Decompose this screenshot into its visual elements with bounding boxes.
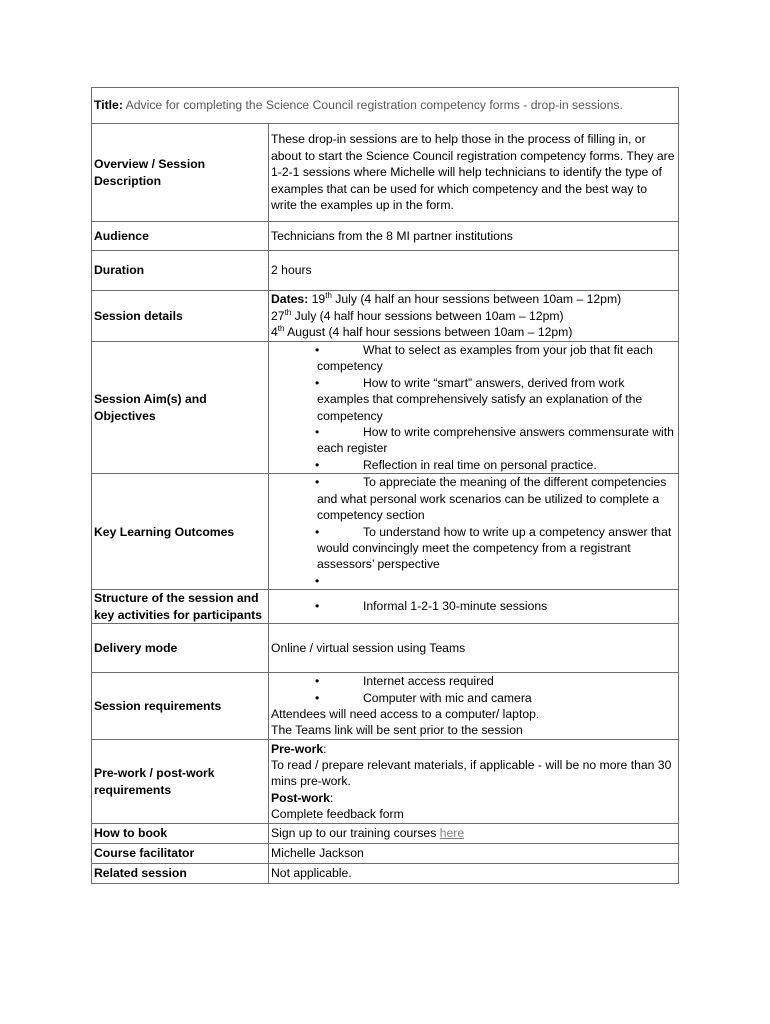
postwork-heading: Post-work [271,790,330,805]
requirements-row [92,673,679,740]
date-line [271,324,676,340]
date-rest: August (4 half hour sessions between 10am – 12pm) [287,325,573,340]
dates-label: Dates: [271,292,309,307]
facilitator-row [92,844,679,864]
date-suffix: th [325,291,332,301]
date-day: 27 [271,308,285,323]
audience-text: Technicians from the 8 MI partner institutions [269,222,679,251]
requirements-line-2: The Teams link will be sent prior to the session [271,723,523,738]
structure-list-cell [269,590,679,624]
aims-list-cell [269,342,679,474]
book-row [92,824,679,844]
list-item [317,524,676,573]
list-item [317,457,676,473]
book-label: How to book [92,824,269,844]
list-item [317,598,676,614]
related-text: Not applicable. [269,864,679,884]
list-item-text: What to select as examples from your job that fit each competency [317,343,653,374]
related-row [92,864,679,884]
outcomes-list [271,474,676,589]
delivery-row [92,624,679,673]
facilitator-text: Michelle Jackson [269,844,679,864]
date-suffix: th [284,307,292,317]
requirements-list [271,673,676,706]
bullet-icon: • [315,690,320,705]
list-item [317,474,676,523]
session-dates [269,291,679,342]
bullet-icon: • [315,524,320,539]
outcomes-row [92,474,679,590]
booking-link[interactable]: here [439,826,465,841]
aims-label: Session Aim(s) and Objectives [92,342,269,474]
prework-cell [269,740,679,824]
delivery-text: Online / virtual session using Teams [269,624,679,673]
aims-list [271,342,676,473]
overview-label: Overview / Session Description [92,124,269,222]
prework-label: Pre-work / post-work requirements [92,740,269,824]
book-cell [269,824,679,844]
list-item-text: Internet access required [363,674,494,689]
requirements-label: Session requirements [92,673,269,740]
facilitator-label: Course facilitator [92,844,269,864]
session-details-label: Session details [92,291,269,342]
requirements-cell [269,673,679,740]
title-label: Title: [94,98,123,113]
title-row [92,88,679,124]
list-item-text: Computer with mic and camera [363,690,532,705]
bullet-icon: • [315,599,320,614]
outcomes-list-cell [269,474,679,590]
duration-text: 2 hours [269,251,679,291]
date-rest: July (4 half hour sessions between 10am – 12pm) [294,308,564,323]
audience-label: Audience [92,222,269,251]
bullet-icon: • [315,457,320,472]
aims-row [92,342,679,474]
book-text: Sign up to our training courses [271,826,437,841]
structure-row [92,590,679,624]
list-item [317,424,676,457]
prework-heading: Pre-work [271,741,324,756]
date-line [271,291,676,307]
date-day: 4 [271,325,278,340]
title-cell [92,88,679,124]
structure-list [271,598,676,614]
overview-text: These drop-in sessions are to help those in the process of filling in, or about to start the Science Council registration competency forms. They are 1-2-1 sessions where Michelle will help technicians to identify the type of examples that can be used for which competency and the best way to write the examples up in the form. [269,124,679,222]
date-line [271,308,676,324]
list-item [317,690,676,706]
bullet-icon: • [315,343,320,357]
list-item [317,673,676,689]
list-item [317,342,676,375]
audience-row [92,222,679,251]
bullet-icon: • [315,674,320,689]
delivery-label: Delivery mode [92,624,269,673]
list-item-text: Reflection in real time on personal practice. [363,457,597,472]
related-label: Related session [92,864,269,884]
list-item-text: To understand how to write up a competency answer that would convincingly meet the competency from a registrant assessors’ perspective [317,524,672,572]
date-day: 19 [311,292,326,307]
bullet-icon: • [315,475,320,490]
duration-label: Duration [92,251,269,291]
bullet-icon: • [315,425,320,440]
course-info-table [91,87,679,884]
requirements-line-1: Attendees will need access to a computer/ laptop. [271,707,540,722]
list-item-text: How to write “smart” answers, derived from work examples that comprehensively satisfy an explanation of the competency [317,375,643,423]
prework-heading-line: Pre-work: [271,741,327,756]
postwork-text: Complete feedback form [271,807,404,822]
list-item-text: To appreciate the meaning of the different competencies and what personal work scenarios can be utilized to complete a competency section [317,475,667,523]
duration-row [92,251,679,291]
date-rest: July (4 half an hour sessions between 10am – 12pm) [335,292,622,307]
session-details-row [92,291,679,342]
list-item [317,375,676,424]
list-item [317,573,676,589]
date-suffix: th [277,324,285,334]
list-item-text: Informal 1-2-1 30-minute sessions [363,599,548,614]
title-text: Advice for completing the Science Council registration competency forms - drop-in sessions. [125,98,623,113]
prework-text: To read / prepare relevant materials, if applicable - will be no more than 30 mins pre-work. [271,757,672,789]
postwork-heading-line: Post-work: [271,790,334,805]
structure-label: Structure of the session and key activities for participants [92,590,269,624]
bullet-icon: • [315,573,320,588]
overview-row [92,124,679,222]
outcomes-label: Key Learning Outcomes [92,474,269,590]
list-item-text: How to write comprehensive answers commensurate with each register [317,425,674,456]
bullet-icon: • [315,375,320,390]
prework-row [92,740,679,824]
